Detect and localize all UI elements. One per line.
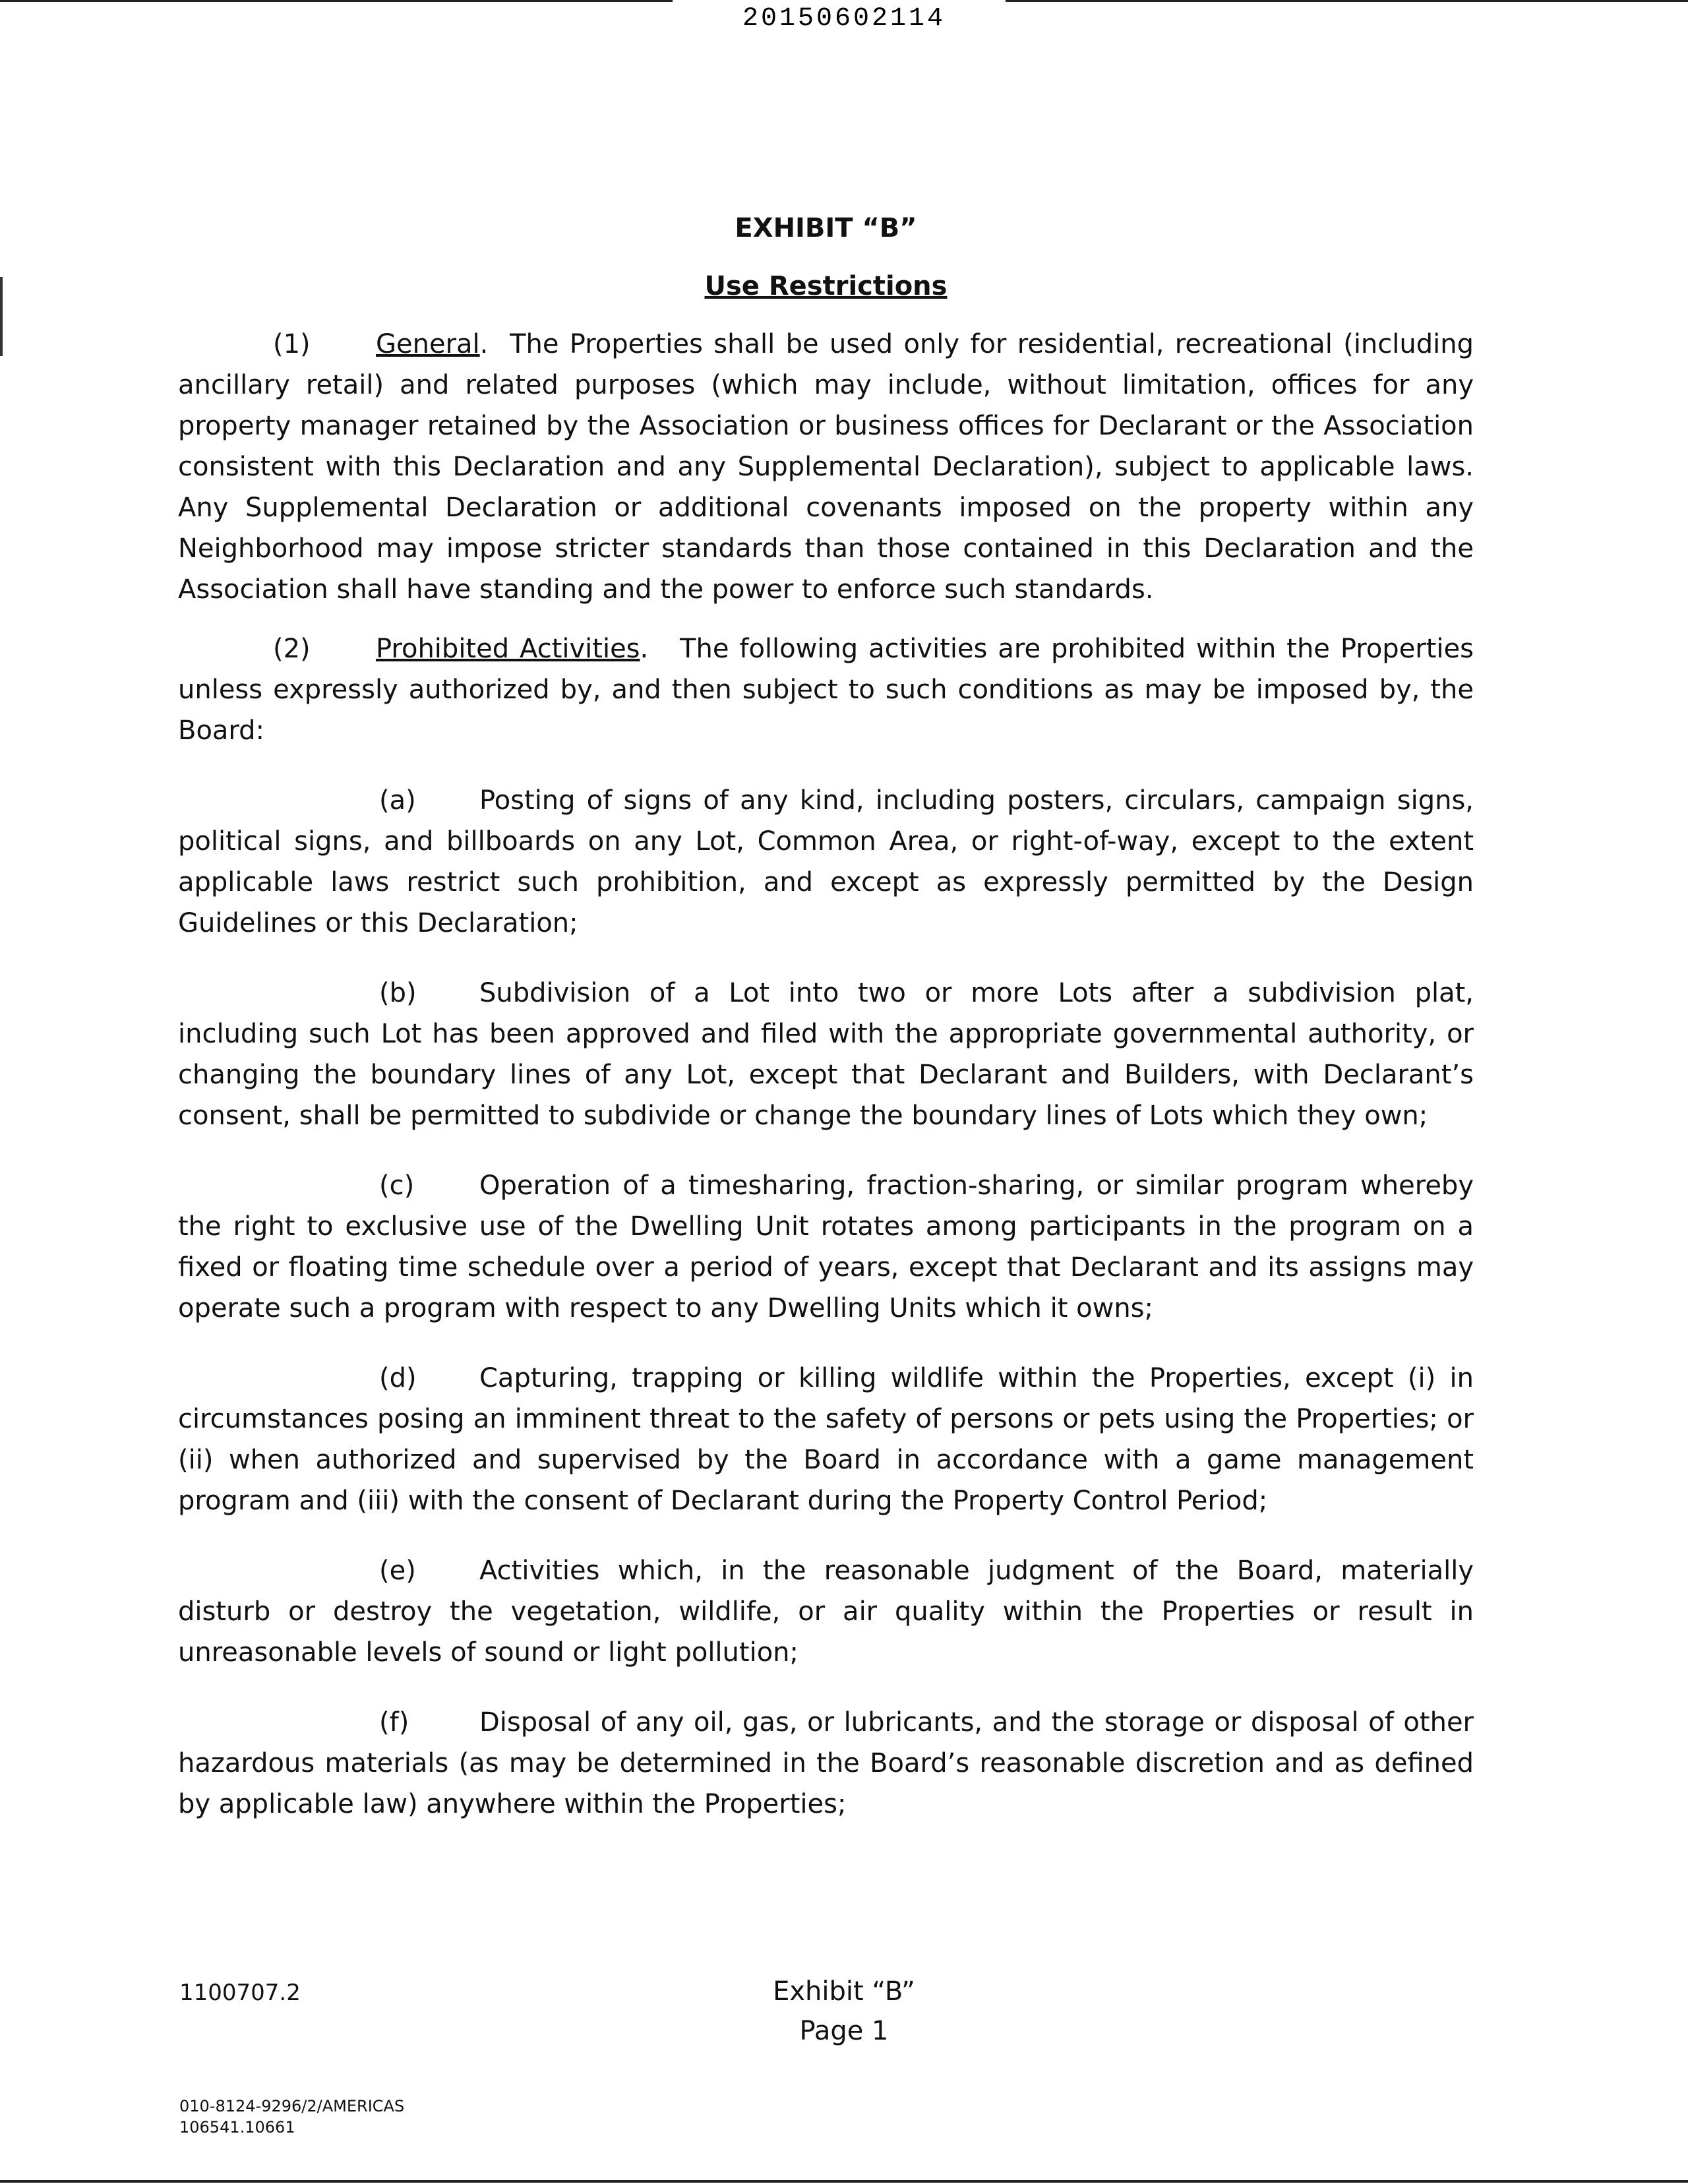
item-text: Operation of a timesharing, fraction-sharing, or similar program whereby the right to exclusive use of the Dwelling Unit rotates among participants in the program on a fixed or floating time schedule over a period of years, except that Declarant and its assigns may operate such a program with respect to any Dwelling Units which it owns; bbox=[178, 1170, 1474, 1323]
scan-border-top-right bbox=[1006, 0, 1688, 2]
heading-punctuation: . bbox=[479, 329, 489, 359]
item-text: Capturing, trapping or killing wildlife within the Properties, except (i) in circumstances posing an imminent threat to the safety of persons or pets using the Properties; or (ii) when authorized and supervised by the Board in accordance with a game management program and (iii) with the consent of Declarant during the Property Control Period; bbox=[178, 1363, 1474, 1516]
paragraph-number: (1) bbox=[273, 329, 311, 359]
paragraph-number: (2) bbox=[273, 634, 311, 664]
exhibit-title: EXHIBIT “B” bbox=[735, 213, 917, 243]
footer-code-line: 010-8124-9296/2/AMERICAS bbox=[179, 2097, 405, 2115]
list-item-d bbox=[178, 1358, 1474, 1521]
item-letter: (a) bbox=[379, 785, 416, 816]
footer-matter-codes bbox=[179, 2096, 404, 2138]
paragraph-prohibited-activities bbox=[178, 628, 1474, 751]
item-letter: (b) bbox=[379, 978, 417, 1008]
item-text: Activities which, in the reasonable judgment of the Board, materially disturb or destroy the vegetation, wildlife, or air quality within the Properties or result in unreasonable levels of sound or light pollution; bbox=[178, 1556, 1474, 1668]
heading-punctuation: . bbox=[640, 634, 649, 664]
scan-edge-mark bbox=[0, 277, 3, 356]
list-item-a bbox=[178, 780, 1474, 944]
item-text: Posting of signs of any kind, including posters, circulars, campaign signs, political signs, and billboards on any Lot, Common Area, or right-of-way, except to the extent applicable laws restrict such prohibition, and except as expressly permitted by the Design Guidelines or this Declaration; bbox=[178, 785, 1474, 938]
item-letter: (c) bbox=[379, 1170, 415, 1201]
footer-exhibit-label: Exhibit “B” bbox=[773, 1976, 915, 2007]
footer-page-label bbox=[0, 1972, 1688, 2051]
recording-number: 20150602114 bbox=[742, 4, 946, 34]
item-text: Disposal of any oil, gas, or lubricants, and the storage or disposal of other hazardous materials (as may be determined in the Board’s reasonable discretion and as defined by applicable law) anywhere within the Properties; bbox=[178, 1707, 1474, 1819]
paragraph-heading: General bbox=[376, 329, 480, 359]
paragraph-text: The following activities are prohibited within the Properties unless expressly authorized by, and then subject to such conditions as may be imposed by, the Board: bbox=[178, 634, 1474, 746]
footer-document-reference: 1100707.2 bbox=[179, 1980, 301, 2006]
list-item-f bbox=[178, 1702, 1474, 1825]
list-item-b bbox=[178, 973, 1474, 1136]
scan-border-bottom bbox=[0, 2180, 1688, 2183]
item-letter: (d) bbox=[379, 1363, 417, 1393]
scan-border-top-left bbox=[0, 0, 673, 2]
item-letter: (e) bbox=[379, 1556, 416, 1586]
section-title: Use Restrictions bbox=[704, 271, 948, 301]
footer-code-line: 106541.10661 bbox=[179, 2118, 295, 2137]
paragraph-heading: Prohibited Activities bbox=[376, 634, 640, 664]
document-body bbox=[178, 208, 1474, 1825]
paragraph-general bbox=[178, 324, 1474, 610]
paragraph-text: The Properties shall be used only for residential, recreational (including ancillary retail) and related purposes (which may include, without limitation, offices for any property manager retained by the Association or business offices for Declarant or the Association consistent with this Declaration and any Supplemental Declaration), subject to applicable laws. Any Supplemental Declaration or additional covenants imposed on the property within any Neighborhood may impose stricter standards than those contained in this Declaration and the Association shall have standing and the power to enforce such standards. bbox=[178, 329, 1474, 605]
footer-page-number: Page 1 bbox=[799, 2016, 889, 2046]
list-item-e bbox=[178, 1550, 1474, 1673]
item-text: Subdivision of a Lot into two or more Lots after a subdivision plat, including such Lot has been approved and filed with the appropriate governmental authority, or changing the boundary lines of any Lot, except that Declarant and Builders, with Declarant’s consent, shall be permitted to subdivide or change the boundary lines of Lots which they own; bbox=[178, 978, 1474, 1131]
list-item-c bbox=[178, 1165, 1474, 1329]
item-letter: (f) bbox=[379, 1707, 409, 1738]
